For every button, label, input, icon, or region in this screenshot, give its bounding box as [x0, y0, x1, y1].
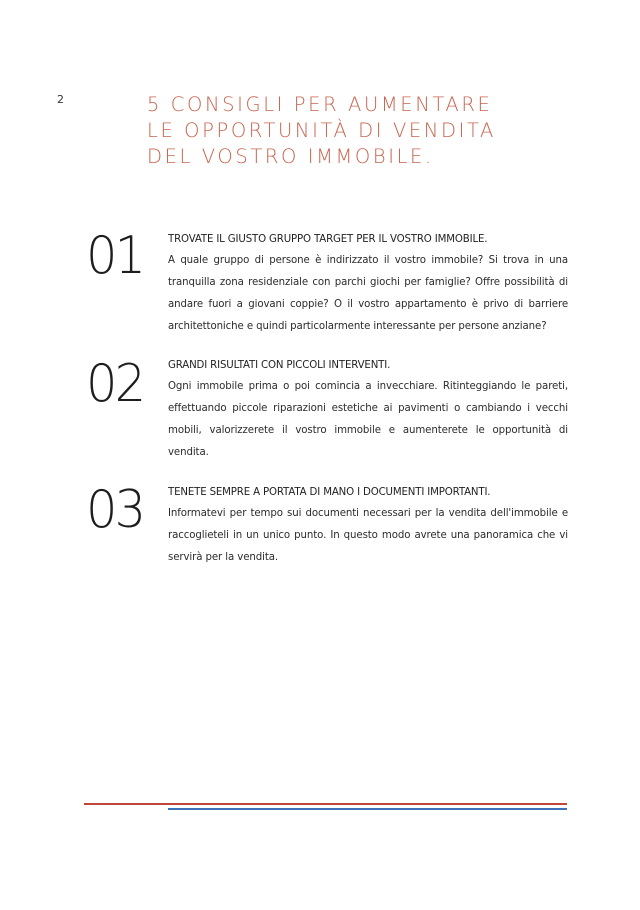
- tip-number: 02: [86, 354, 144, 414]
- tip-heading: TENETE SEMPRE A PORTATA DI MANO I DOCUMENTI IMPORTANTI.: [168, 487, 491, 498]
- tip-heading: TROVATE IL GIUSTO GRUPPO TARGET PER IL VOSTRO IMMOBILE.: [168, 234, 488, 245]
- footer-rule-blue: [168, 808, 567, 810]
- footer-rule-red: [84, 803, 567, 805]
- tip-text: Ogni immobile prima o poi comincia a invecchiare. Ritinteggiando le pareti, effettuando piccole riparazioni estetiche ai pavimenti o cambiando i vecchi mobili, valorizzerete il vostro immobile e aumenterete le opportunità di vendita.: [168, 381, 568, 458]
- tip-heading: GRANDI RISULTATI CON PICCOLI INTERVENTI.: [168, 360, 391, 371]
- tip-number: 01: [86, 226, 144, 286]
- title-line-3: DEL VOSTRO IMMOBILE.: [147, 145, 434, 168]
- title-line-1: 5 CONSIGLI PER AUMENTARE: [147, 93, 493, 116]
- tip-text: Informatevi per tempo sui documenti necessari per la vendita dell'immobile e raccoglieteli in un unico punto. In questo modo avrete una panoramica che vi servirà per la vendita.: [168, 508, 568, 563]
- title-line-2: LE OPPORTUNITÀ DI VENDITA: [147, 119, 496, 142]
- tip-text: A quale gruppo di persone è indirizzato il vostro immobile? Si trova in una tranquilla zona residenziale con parchi giochi per famiglie? Offre possibilità di andare fuori a giovani coppie? O il vostro appartamento è privo di barriere architettoniche e quindi particolarmente interessante per persone anziane?: [168, 255, 568, 332]
- tip-body: [168, 359, 568, 464]
- page-title: [147, 92, 496, 170]
- tip-body: [168, 233, 568, 338]
- tip-body: [168, 486, 568, 569]
- tip-number: 03: [86, 480, 144, 540]
- page-number: 2: [57, 93, 64, 106]
